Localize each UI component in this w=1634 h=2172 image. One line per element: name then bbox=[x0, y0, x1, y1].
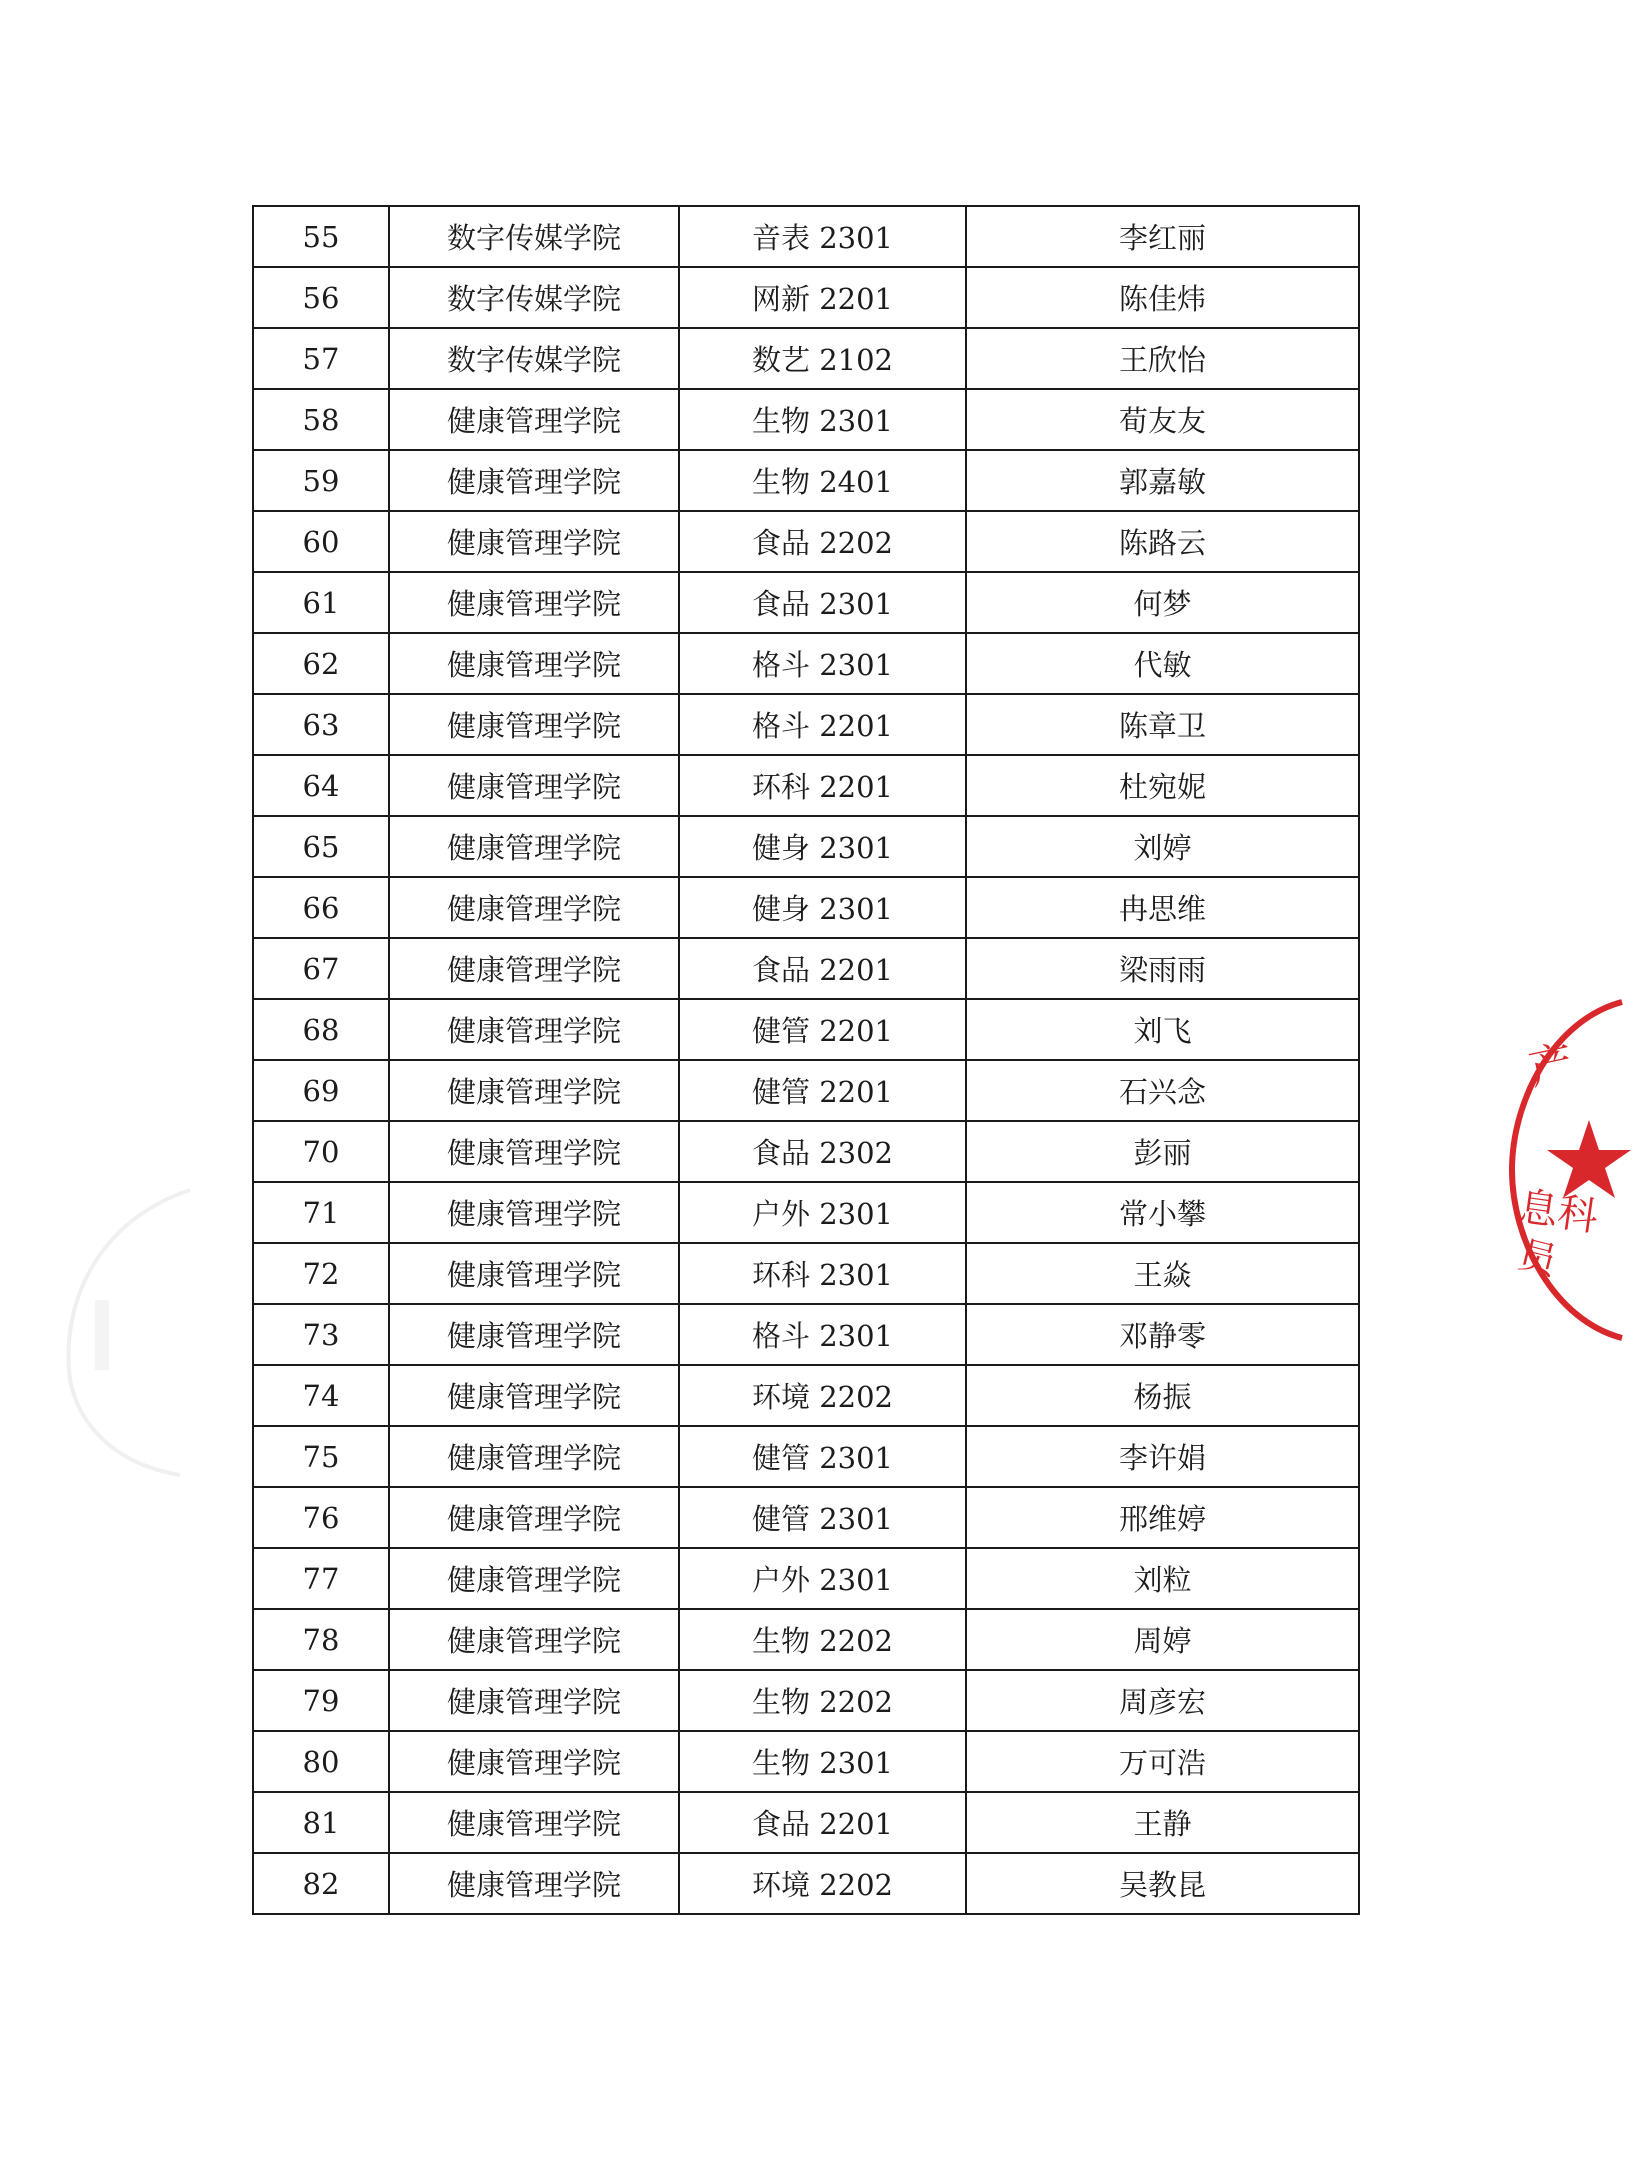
student-name-cell: 王静 bbox=[966, 1792, 1359, 1853]
student-name-cell: 冉思维 bbox=[966, 877, 1359, 938]
student-name-cell: 万可浩 bbox=[966, 1731, 1359, 1792]
class-cell: 生物 2301 bbox=[679, 389, 966, 450]
row-number-cell: 63 bbox=[253, 694, 389, 755]
row-number-cell: 69 bbox=[253, 1060, 389, 1121]
class-cell: 环境 2202 bbox=[679, 1365, 966, 1426]
row-number-cell: 79 bbox=[253, 1670, 389, 1731]
table-row bbox=[253, 1182, 1359, 1243]
table-row bbox=[253, 511, 1359, 572]
table-row bbox=[253, 1548, 1359, 1609]
table-row bbox=[253, 633, 1359, 694]
college-cell: 健康管理学院 bbox=[389, 999, 679, 1060]
student-name-cell: 杨振 bbox=[966, 1365, 1359, 1426]
student-name-cell: 王欣怡 bbox=[966, 328, 1359, 389]
student-name-cell: 何梦 bbox=[966, 572, 1359, 633]
row-number-cell: 65 bbox=[253, 816, 389, 877]
table-row bbox=[253, 328, 1359, 389]
table-row bbox=[253, 1487, 1359, 1548]
class-cell: 健管 2301 bbox=[679, 1426, 966, 1487]
class-cell: 音表 2301 bbox=[679, 206, 966, 267]
college-cell: 健康管理学院 bbox=[389, 450, 679, 511]
row-number-cell: 66 bbox=[253, 877, 389, 938]
college-cell: 健康管理学院 bbox=[389, 511, 679, 572]
table-row bbox=[253, 1121, 1359, 1182]
student-name-cell: 周彦宏 bbox=[966, 1670, 1359, 1731]
class-cell: 食品 2202 bbox=[679, 511, 966, 572]
class-cell: 环科 2201 bbox=[679, 755, 966, 816]
college-cell: 数字传媒学院 bbox=[389, 206, 679, 267]
college-cell: 健康管理学院 bbox=[389, 1731, 679, 1792]
college-cell: 健康管理学院 bbox=[389, 1853, 679, 1914]
row-number-cell: 56 bbox=[253, 267, 389, 328]
college-cell: 健康管理学院 bbox=[389, 1182, 679, 1243]
table-row bbox=[253, 755, 1359, 816]
row-number-cell: 72 bbox=[253, 1243, 389, 1304]
student-name-cell: 李红丽 bbox=[966, 206, 1359, 267]
row-number-cell: 71 bbox=[253, 1182, 389, 1243]
table-row bbox=[253, 1792, 1359, 1853]
class-cell: 网新 2201 bbox=[679, 267, 966, 328]
row-number-cell: 57 bbox=[253, 328, 389, 389]
college-cell: 健康管理学院 bbox=[389, 1609, 679, 1670]
class-cell: 食品 2201 bbox=[679, 1792, 966, 1853]
college-cell: 健康管理学院 bbox=[389, 1243, 679, 1304]
table-row bbox=[253, 1426, 1359, 1487]
class-cell: 环科 2301 bbox=[679, 1243, 966, 1304]
faint-stamp-mark bbox=[40, 1180, 200, 1480]
row-number-cell: 74 bbox=[253, 1365, 389, 1426]
class-cell: 生物 2401 bbox=[679, 450, 966, 511]
student-name-cell: 梁雨雨 bbox=[966, 938, 1359, 999]
class-cell: 食品 2302 bbox=[679, 1121, 966, 1182]
table-row bbox=[253, 206, 1359, 267]
class-cell: 食品 2201 bbox=[679, 938, 966, 999]
table-row bbox=[253, 1670, 1359, 1731]
student-name-cell: 陈章卫 bbox=[966, 694, 1359, 755]
class-cell: 健身 2301 bbox=[679, 816, 966, 877]
student-name-cell: 王焱 bbox=[966, 1243, 1359, 1304]
college-cell: 健康管理学院 bbox=[389, 1060, 679, 1121]
class-cell: 健管 2201 bbox=[679, 1060, 966, 1121]
row-number-cell: 78 bbox=[253, 1609, 389, 1670]
class-cell: 户外 2301 bbox=[679, 1182, 966, 1243]
row-number-cell: 81 bbox=[253, 1792, 389, 1853]
table-row bbox=[253, 389, 1359, 450]
row-number-cell: 70 bbox=[253, 1121, 389, 1182]
table-row bbox=[253, 450, 1359, 511]
row-number-cell: 58 bbox=[253, 389, 389, 450]
row-number-cell: 60 bbox=[253, 511, 389, 572]
class-cell: 格斗 2201 bbox=[679, 694, 966, 755]
college-cell: 健康管理学院 bbox=[389, 572, 679, 633]
row-number-cell: 68 bbox=[253, 999, 389, 1060]
class-cell: 格斗 2301 bbox=[679, 633, 966, 694]
student-name-cell: 常小攀 bbox=[966, 1182, 1359, 1243]
college-cell: 数字传媒学院 bbox=[389, 267, 679, 328]
student-name-cell: 杜宛妮 bbox=[966, 755, 1359, 816]
row-number-cell: 62 bbox=[253, 633, 389, 694]
row-number-cell: 75 bbox=[253, 1426, 389, 1487]
svg-text:息科: 息科 bbox=[1515, 1184, 1601, 1241]
row-number-cell: 77 bbox=[253, 1548, 389, 1609]
roster-body bbox=[253, 206, 1359, 1914]
class-cell: 健管 2301 bbox=[679, 1487, 966, 1548]
class-cell: 户外 2301 bbox=[679, 1548, 966, 1609]
table-row bbox=[253, 877, 1359, 938]
class-cell: 生物 2202 bbox=[679, 1670, 966, 1731]
table-row bbox=[253, 572, 1359, 633]
student-name-cell: 李许娟 bbox=[966, 1426, 1359, 1487]
college-cell: 健康管理学院 bbox=[389, 1670, 679, 1731]
student-name-cell: 吴教昆 bbox=[966, 1853, 1359, 1914]
row-number-cell: 76 bbox=[253, 1487, 389, 1548]
class-cell: 生物 2301 bbox=[679, 1731, 966, 1792]
student-name-cell: 周婷 bbox=[966, 1609, 1359, 1670]
student-roster-table bbox=[252, 205, 1360, 1915]
table-row bbox=[253, 1609, 1359, 1670]
class-cell: 数艺 2102 bbox=[679, 328, 966, 389]
row-number-cell: 82 bbox=[253, 1853, 389, 1914]
table-row bbox=[253, 1731, 1359, 1792]
row-number-cell: 61 bbox=[253, 572, 389, 633]
student-name-cell: 刘婷 bbox=[966, 816, 1359, 877]
table-row bbox=[253, 999, 1359, 1060]
svg-text:员: 员 bbox=[1513, 1231, 1562, 1284]
svg-text:产: 产 bbox=[1524, 1036, 1578, 1096]
class-cell: 健身 2301 bbox=[679, 877, 966, 938]
college-cell: 健康管理学院 bbox=[389, 389, 679, 450]
table-row bbox=[253, 267, 1359, 328]
student-name-cell: 邢维婷 bbox=[966, 1487, 1359, 1548]
table-row bbox=[253, 938, 1359, 999]
row-number-cell: 67 bbox=[253, 938, 389, 999]
college-cell: 健康管理学院 bbox=[389, 694, 679, 755]
student-name-cell: 陈路云 bbox=[966, 511, 1359, 572]
table-row bbox=[253, 1304, 1359, 1365]
table-row bbox=[253, 1243, 1359, 1304]
table-row bbox=[253, 1853, 1359, 1914]
student-name-cell: 石兴念 bbox=[966, 1060, 1359, 1121]
official-seal bbox=[1494, 990, 1634, 1350]
table-row bbox=[253, 816, 1359, 877]
college-cell: 健康管理学院 bbox=[389, 877, 679, 938]
student-name-cell: 邓静零 bbox=[966, 1304, 1359, 1365]
table-row bbox=[253, 1060, 1359, 1121]
college-cell: 健康管理学院 bbox=[389, 755, 679, 816]
student-name-cell: 荀友友 bbox=[966, 389, 1359, 450]
class-cell: 格斗 2301 bbox=[679, 1304, 966, 1365]
college-cell: 健康管理学院 bbox=[389, 1304, 679, 1365]
class-cell: 健管 2201 bbox=[679, 999, 966, 1060]
student-name-cell: 刘飞 bbox=[966, 999, 1359, 1060]
row-number-cell: 55 bbox=[253, 206, 389, 267]
table-row bbox=[253, 694, 1359, 755]
college-cell: 健康管理学院 bbox=[389, 1426, 679, 1487]
college-cell: 健康管理学院 bbox=[389, 816, 679, 877]
class-cell: 环境 2202 bbox=[679, 1853, 966, 1914]
class-cell: 生物 2202 bbox=[679, 1609, 966, 1670]
student-name-cell: 代敏 bbox=[966, 633, 1359, 694]
college-cell: 健康管理学院 bbox=[389, 1487, 679, 1548]
row-number-cell: 73 bbox=[253, 1304, 389, 1365]
table-row bbox=[253, 1365, 1359, 1426]
row-number-cell: 80 bbox=[253, 1731, 389, 1792]
college-cell: 健康管理学院 bbox=[389, 1792, 679, 1853]
class-cell: 食品 2301 bbox=[679, 572, 966, 633]
college-cell: 健康管理学院 bbox=[389, 1121, 679, 1182]
student-name-cell: 彭丽 bbox=[966, 1121, 1359, 1182]
student-name-cell: 郭嘉敏 bbox=[966, 450, 1359, 511]
college-cell: 健康管理学院 bbox=[389, 938, 679, 999]
college-cell: 健康管理学院 bbox=[389, 633, 679, 694]
college-cell: 健康管理学院 bbox=[389, 1548, 679, 1609]
student-name-cell: 刘粒 bbox=[966, 1548, 1359, 1609]
student-name-cell: 陈佳炜 bbox=[966, 267, 1359, 328]
row-number-cell: 59 bbox=[253, 450, 389, 511]
college-cell: 数字传媒学院 bbox=[389, 328, 679, 389]
college-cell: 健康管理学院 bbox=[389, 1365, 679, 1426]
row-number-cell: 64 bbox=[253, 755, 389, 816]
